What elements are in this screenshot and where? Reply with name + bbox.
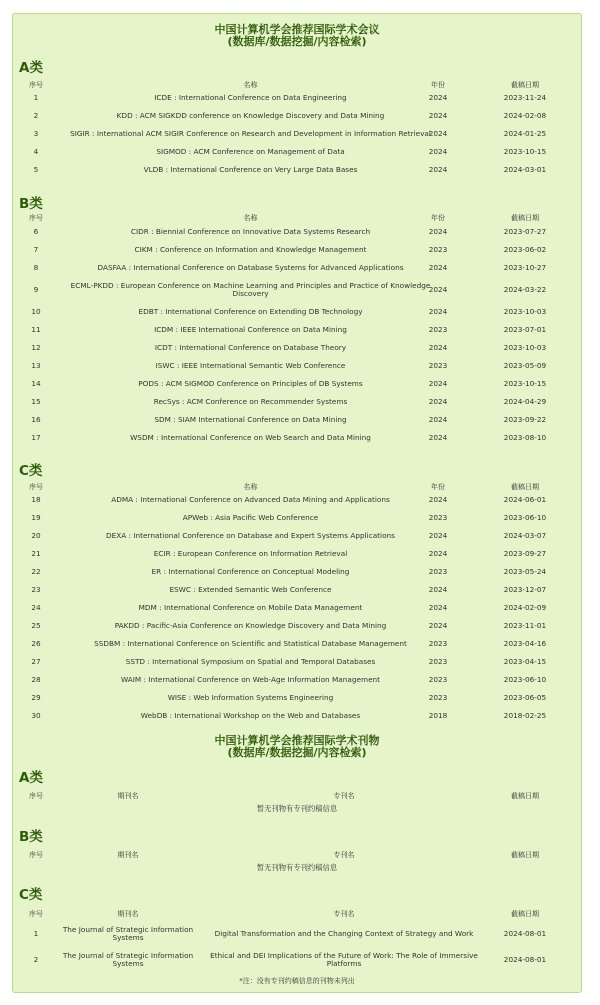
conference-year: 2023 — [428, 245, 448, 254]
row-number: 19 — [31, 513, 41, 522]
conference-deadline: 2024-03-07 — [503, 531, 547, 540]
header-year: 年份 — [431, 213, 445, 222]
header-deadline: 截稿日期 — [511, 482, 539, 491]
conference-year: 2024 — [428, 285, 448, 294]
row-number: 14 — [31, 379, 41, 388]
category-label: C类 — [19, 463, 43, 479]
journal-table-header — [13, 849, 581, 860]
conference-row — [13, 161, 581, 179]
conference-name[interactable]: WAIM : International Conference on Web-Age Information Management — [120, 675, 381, 684]
special-issue-name[interactable]: Ethical and DEI Implications of the Future of Work: The Role of Immersive Platforms — [210, 951, 478, 968]
conference-name[interactable]: CIKM : Conference on Information and Knowledge Management — [134, 245, 367, 254]
conference-deadline: 2023-10-03 — [503, 307, 547, 316]
conference-row — [13, 89, 581, 107]
header-special-issue: 专刊名 — [333, 909, 355, 918]
conference-name[interactable]: APWeb : Asia Pacific Web Conference — [182, 513, 319, 522]
conference-name[interactable]: SIGMOD : ACM Conference on Management of Data — [156, 147, 345, 156]
header-name: 名称 — [243, 482, 258, 491]
conference-deadline: 2024-02-08 — [503, 111, 547, 120]
conference-name[interactable]: WISE : Web Information Systems Engineering — [167, 693, 334, 702]
conference-name[interactable]: ICDE : International Conference on Data Engineering — [154, 93, 347, 102]
conference-deadline: 2024-03-01 — [503, 165, 547, 174]
row-number: 15 — [31, 397, 41, 406]
row-number: 6 — [33, 227, 39, 236]
journal-title-line-1: 中国计算机学会推荐国际学术刊物 — [214, 734, 380, 747]
row-number: 17 — [31, 433, 41, 442]
conference-row — [13, 429, 581, 447]
conference-name[interactable]: ECML-PKDD : European Conference on Machine Learning and Principles and Practice of Knowledge Discovery — [70, 281, 431, 298]
category-label: A类 — [19, 770, 43, 786]
conference-year: 2024 — [428, 343, 448, 352]
conference-year: 2024 — [428, 165, 448, 174]
conference-deadline: 2023-07-01 — [503, 325, 547, 334]
conference-deadline: 2023-08-10 — [503, 433, 547, 442]
row-number: 2 — [33, 955, 39, 964]
conference-row — [13, 303, 581, 321]
conference-name[interactable]: KDD : ACM SIGKDD conference on Knowledge Discovery and Data Mining — [116, 111, 385, 120]
conference-deadline: 2023-06-10 — [503, 675, 547, 684]
conference-deadline: 2023-06-05 — [503, 693, 547, 702]
journal-table-header — [13, 790, 581, 801]
category-label: A类 — [19, 60, 43, 76]
conference-deadline: 2023-10-15 — [503, 379, 547, 388]
conference-year: 2023 — [428, 513, 448, 522]
conference-deadline: 2023-07-27 — [503, 227, 547, 236]
row-number: 21 — [31, 549, 41, 558]
conference-deadline: 2023-10-03 — [503, 343, 547, 352]
header-deadline: 截稿日期 — [511, 213, 539, 222]
conference-deadline: 2023-11-24 — [503, 93, 547, 102]
header-name: 名称 — [243, 213, 258, 222]
row-number: 28 — [31, 675, 41, 684]
conference-name[interactable]: ICDT : International Conference on Database Theory — [154, 343, 347, 352]
conference-row — [13, 357, 581, 375]
conference-name[interactable]: ICDM : IEEE International Conference on Data Mining — [154, 325, 347, 334]
conference-deadline: 2023-09-27 — [503, 549, 547, 558]
conference-year: 2024 — [428, 147, 448, 156]
header-journal-name: 期刊名 — [117, 909, 139, 918]
header-no: 序号 — [29, 909, 43, 918]
conference-year: 2018 — [428, 711, 448, 720]
conference-row — [13, 107, 581, 125]
conference-name[interactable]: ADMA : International Conference on Advanced Data Mining and Applications — [111, 495, 390, 504]
conference-deadline: 2024-04-29 — [503, 397, 547, 406]
header-journal-name: 期刊名 — [117, 791, 139, 800]
conference-row — [13, 375, 581, 393]
conference-name[interactable]: WSDM : International Conference on Web Search and Data Mining — [130, 433, 371, 442]
conference-row — [13, 393, 581, 411]
row-number: 2 — [33, 111, 39, 120]
header-no: 序号 — [29, 850, 43, 859]
conference-year: 2023 — [428, 361, 448, 370]
conference-deadline: 2018-02-25 — [503, 711, 547, 720]
row-number: 27 — [31, 657, 41, 666]
conference-year: 2023 — [428, 657, 448, 666]
conference-deadline: 2023-10-27 — [503, 263, 547, 272]
conference-year: 2024 — [428, 621, 448, 630]
row-number: 20 — [31, 531, 41, 540]
conference-name[interactable]: ECIR : European Conference on Information Retrieval — [153, 549, 348, 558]
conference-row — [13, 125, 581, 143]
conference-name[interactable]: RecSys : ACM Conference on Recommender Systems — [153, 397, 348, 406]
row-number: 1 — [33, 93, 39, 102]
row-number: 25 — [31, 621, 41, 630]
conference-deadline: 2023-06-02 — [503, 245, 547, 254]
row-number: 7 — [33, 245, 39, 254]
empty-message: 暂无刊物有专刊约稿信息 — [256, 804, 338, 813]
conference-row — [13, 509, 581, 527]
conference-row — [13, 671, 581, 689]
journal-table-header — [13, 908, 581, 919]
row-number: 11 — [31, 325, 41, 334]
journal-deadline: 2024-08-01 — [503, 929, 547, 938]
conference-year: 2024 — [428, 585, 448, 594]
journal-row — [13, 921, 581, 947]
category-label: B类 — [19, 196, 43, 212]
conference-year: 2024 — [428, 415, 448, 424]
conference-row — [13, 411, 581, 429]
conference-deadline: 2024-02-09 — [503, 603, 547, 612]
conference-year: 2024 — [428, 93, 448, 102]
conference-name[interactable]: DEXA : International Conference on Database and Expert Systems Applications — [106, 531, 395, 540]
conference-name[interactable]: PODS : ACM SIGMOD Conference on Principles of DB Systems — [138, 379, 363, 388]
conference-year: 2024 — [428, 433, 448, 442]
row-number: 5 — [33, 165, 39, 174]
row-number: 13 — [31, 361, 41, 370]
journal-section-title — [13, 735, 581, 759]
conference-title-line-1: 中国计算机学会推荐国际学术会议 — [214, 23, 380, 36]
conference-deadline: 2024-03-22 — [503, 285, 547, 294]
conference-row — [13, 321, 581, 339]
header-deadline: 截稿日期 — [511, 850, 539, 859]
ccf-recommendation-card — [12, 13, 582, 993]
conference-year: 2023 — [428, 639, 448, 648]
conference-row — [13, 223, 581, 241]
conference-year: 2023 — [428, 325, 448, 334]
row-number: 22 — [31, 567, 41, 576]
conference-deadline: 2023-05-24 — [503, 567, 547, 576]
conference-year: 2023 — [428, 567, 448, 576]
conference-year: 2024 — [428, 549, 448, 558]
header-deadline: 截稿日期 — [511, 909, 539, 918]
conference-row — [13, 143, 581, 161]
row-number: 8 — [33, 263, 39, 272]
row-number: 18 — [31, 495, 41, 504]
conference-year: 2024 — [428, 397, 448, 406]
row-number: 30 — [31, 711, 41, 720]
header-special-issue: 专刊名 — [333, 850, 355, 859]
conference-row — [13, 599, 581, 617]
conference-name[interactable]: SIGIR : International ACM SIGIR Conference on Research and Development in Information Retrieval — [70, 129, 431, 138]
conference-deadline: 2023-06-10 — [503, 513, 547, 522]
row-number: 12 — [31, 343, 41, 352]
header-no: 序号 — [29, 791, 43, 800]
journal-name[interactable]: The Journal of Strategic Information Systems — [62, 925, 194, 942]
conference-year: 2024 — [428, 531, 448, 540]
empty-message: 暂无刊物有专刊约稿信息 — [256, 863, 338, 872]
conference-name[interactable]: ER : International Conference on Conceptual Modeling — [151, 567, 350, 576]
conference-deadline: 2023-05-09 — [503, 361, 547, 370]
header-year: 年份 — [431, 482, 445, 491]
conference-row — [13, 581, 581, 599]
conference-row — [13, 635, 581, 653]
conference-name[interactable]: ESWC : Extended Semantic Web Conference — [169, 585, 332, 594]
conference-row — [13, 563, 581, 581]
conference-deadline: 2023-12-07 — [503, 585, 547, 594]
header-no: 序号 — [29, 482, 43, 491]
row-number: 9 — [33, 285, 39, 294]
special-issue-name[interactable]: Digital Transformation and the Changing Context of Strategy and Work — [214, 929, 474, 938]
conference-name[interactable]: DASFAA : International Conference on Database Systems for Advanced Applications — [97, 263, 404, 272]
row-number: 1 — [33, 929, 39, 938]
conference-name[interactable]: WebDB : International Workshop on the Web and Databases — [140, 711, 361, 720]
conference-deadline: 2023-04-16 — [503, 639, 547, 648]
conference-deadline: 2024-01-25 — [503, 129, 547, 138]
conference-row — [13, 653, 581, 671]
conference-name[interactable]: SSDBM : International Conference on Scientific and Statistical Database Management — [94, 639, 407, 648]
conference-name[interactable]: ISWC : IEEE International Semantic Web Conference — [155, 361, 346, 370]
header-no: 序号 — [29, 213, 43, 222]
conference-row — [13, 241, 581, 259]
conference-section-title — [13, 24, 581, 48]
journal-name[interactable]: The Journal of Strategic Information Systems — [62, 951, 194, 968]
row-number: 3 — [33, 129, 39, 138]
row-number: 4 — [33, 147, 39, 156]
conference-year: 2024 — [428, 129, 448, 138]
conference-deadline: 2023-11-01 — [503, 621, 547, 630]
conference-year: 2024 — [428, 379, 448, 388]
conference-name[interactable]: EDBT : International Conference on Extending DB Technology — [138, 307, 363, 316]
conference-name[interactable]: CIDR : Biennial Conference on Innovative Data Systems Research — [130, 227, 371, 236]
conference-year: 2023 — [428, 693, 448, 702]
conference-year: 2024 — [428, 603, 448, 612]
conference-year: 2024 — [428, 111, 448, 120]
row-number: 24 — [31, 603, 41, 612]
row-number: 26 — [31, 639, 41, 648]
header-year: 年份 — [431, 80, 445, 89]
conference-row — [13, 259, 581, 277]
conference-name[interactable]: PAKDD : Pacific-Asia Conference on Knowledge Discovery and Data Mining — [114, 621, 387, 630]
journal-row — [13, 947, 581, 973]
conference-year: 2024 — [428, 227, 448, 236]
conference-deadline: 2023-04-15 — [503, 657, 547, 666]
conference-row — [13, 689, 581, 707]
conference-row — [13, 491, 581, 509]
category-label: C类 — [19, 887, 43, 903]
conference-year: 2024 — [428, 263, 448, 272]
conference-row — [13, 545, 581, 563]
conference-row — [13, 527, 581, 545]
conference-table-header — [13, 212, 581, 223]
header-special-issue: 专刊名 — [333, 791, 355, 800]
conference-row — [13, 617, 581, 635]
conference-name[interactable]: VLDB : International Conference on Very Large Data Bases — [143, 165, 358, 174]
category-label: B类 — [19, 829, 43, 845]
header-deadline: 截稿日期 — [511, 80, 539, 89]
conference-row — [13, 339, 581, 357]
conference-year: 2024 — [428, 495, 448, 504]
conference-deadline: 2023-09-22 — [503, 415, 547, 424]
header-journal-name: 期刊名 — [117, 850, 139, 859]
row-number: 16 — [31, 415, 41, 424]
row-number: 29 — [31, 693, 41, 702]
row-number: 23 — [31, 585, 41, 594]
journal-title-line-2: (数据库/数据挖掘/内容检索) — [227, 746, 367, 759]
conference-title-line-2: (数据库/数据挖掘/内容检索) — [227, 35, 367, 48]
header-deadline: 截稿日期 — [511, 791, 539, 800]
conference-year: 2023 — [428, 675, 448, 684]
conference-year: 2024 — [428, 307, 448, 316]
header-no: 序号 — [29, 80, 43, 89]
conference-name[interactable]: SSTD : International Symposium on Spatial and Temporal Databases — [125, 657, 376, 666]
row-number: 10 — [31, 307, 41, 316]
conference-deadline: 2023-10-15 — [503, 147, 547, 156]
conference-deadline: 2024-06-01 — [503, 495, 547, 504]
header-name: 名称 — [243, 80, 258, 89]
conference-name[interactable]: MDM : International Conference on Mobile Data Management — [138, 603, 363, 612]
footnote: *注：没有专刊约稿信息的刊物未列出 — [239, 977, 355, 985]
conference-row — [13, 277, 581, 303]
conference-row — [13, 707, 581, 725]
journal-deadline: 2024-08-01 — [503, 955, 547, 964]
conference-name[interactable]: SDM : SIAM International Conference on Data Mining — [154, 415, 347, 424]
